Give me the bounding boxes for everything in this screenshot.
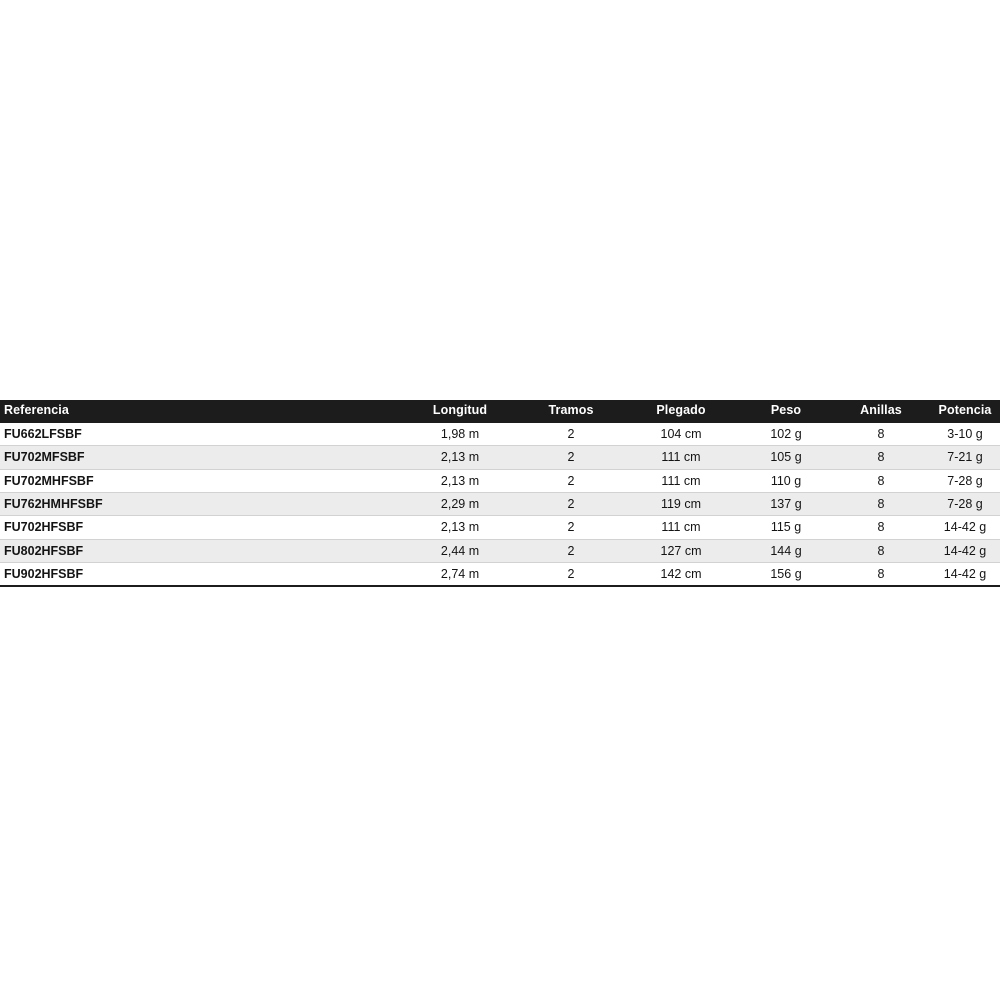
- cell-potencia: 7-21 g: [947, 450, 983, 465]
- cell-anillas: 8: [877, 567, 885, 581]
- table-row: [0, 446, 1000, 469]
- table-row: [0, 469, 1000, 492]
- specifications-table: [0, 400, 1000, 585]
- cell-referencia: FU902HFSBF: [4, 567, 84, 581]
- cell-potencia: 7-28 g: [947, 473, 983, 488]
- cell-peso: 110 g: [770, 473, 802, 488]
- cell-tramos: 2: [567, 520, 575, 535]
- cell-tramos: 2: [567, 567, 575, 581]
- cell-peso: 102 g: [770, 426, 802, 441]
- cell-tramos: 2: [567, 426, 575, 441]
- cell-plegado: 119 cm: [660, 496, 702, 511]
- cell-referencia: FU702HFSBF: [4, 520, 84, 535]
- column-header-potencia: Potencia: [926, 400, 1000, 423]
- cell-plegado: 104 cm: [660, 426, 702, 441]
- cell-tramos: 2: [567, 473, 575, 488]
- cell-peso: 156 g: [770, 567, 802, 581]
- cell-peso: 137 g: [770, 496, 802, 511]
- cell-tramos: 2: [567, 496, 575, 511]
- cell-anillas: 8: [877, 520, 885, 535]
- table-row: [0, 516, 1000, 539]
- cell-tramos: 2: [567, 543, 575, 558]
- cell-longitud: 2,13 m: [440, 450, 480, 465]
- cell-anillas: 8: [877, 426, 885, 441]
- cell-potencia: 7-28 g: [947, 496, 983, 511]
- cell-potencia: 3-10 g: [947, 426, 983, 441]
- column-header-anillas: Anillas: [836, 400, 926, 423]
- cell-longitud: 2,29 m: [440, 496, 480, 511]
- table-row: [0, 539, 1000, 562]
- cell-plegado: 127 cm: [660, 543, 702, 558]
- cell-plegado: 111 cm: [661, 520, 701, 535]
- table-header-row: [0, 400, 1000, 423]
- cell-anillas: 8: [877, 543, 885, 558]
- cell-referencia: FU702MHFSBF: [4, 473, 94, 488]
- table-body: [0, 423, 1000, 586]
- table-row: [0, 563, 1000, 586]
- table-header: [0, 400, 1000, 423]
- column-header-longitud: Longitud: [404, 400, 516, 423]
- table-row: [0, 423, 1000, 446]
- cell-plegado: 142 cm: [660, 567, 702, 581]
- cell-anillas: 8: [877, 473, 885, 488]
- cell-longitud: 2,13 m: [440, 520, 480, 535]
- cell-referencia: FU662LFSBF: [4, 426, 82, 441]
- column-header-plegado: Plegado: [626, 400, 736, 423]
- column-header-referencia: Referencia: [0, 400, 404, 423]
- column-header-tramos: Tramos: [516, 400, 626, 423]
- cell-longitud: 2,44 m: [440, 543, 480, 558]
- cell-peso: 144 g: [770, 543, 802, 558]
- table-bottom-rule: [0, 585, 1000, 587]
- cell-peso: 115 g: [770, 520, 802, 535]
- cell-longitud: 2,13 m: [440, 473, 480, 488]
- column-header-peso: Peso: [736, 400, 836, 423]
- cell-potencia: 14-42 g: [943, 567, 987, 581]
- cell-anillas: 8: [877, 450, 885, 465]
- cell-referencia: FU702MFSBF: [4, 450, 85, 465]
- cell-potencia: 14-42 g: [943, 520, 987, 535]
- cell-referencia: FU762HMHFSBF: [4, 496, 103, 511]
- table-row: [0, 492, 1000, 515]
- cell-plegado: 111 cm: [661, 473, 701, 488]
- cell-tramos: 2: [567, 450, 575, 465]
- cell-peso: 105 g: [770, 450, 802, 465]
- cell-plegado: 111 cm: [661, 450, 701, 465]
- cell-longitud: 2,74 m: [440, 567, 480, 581]
- cell-potencia: 14-42 g: [943, 543, 987, 558]
- specifications-table-container: [0, 400, 1000, 587]
- cell-referencia: FU802HFSBF: [4, 543, 84, 558]
- cell-anillas: 8: [877, 496, 885, 511]
- cell-longitud: 1,98 m: [440, 426, 480, 441]
